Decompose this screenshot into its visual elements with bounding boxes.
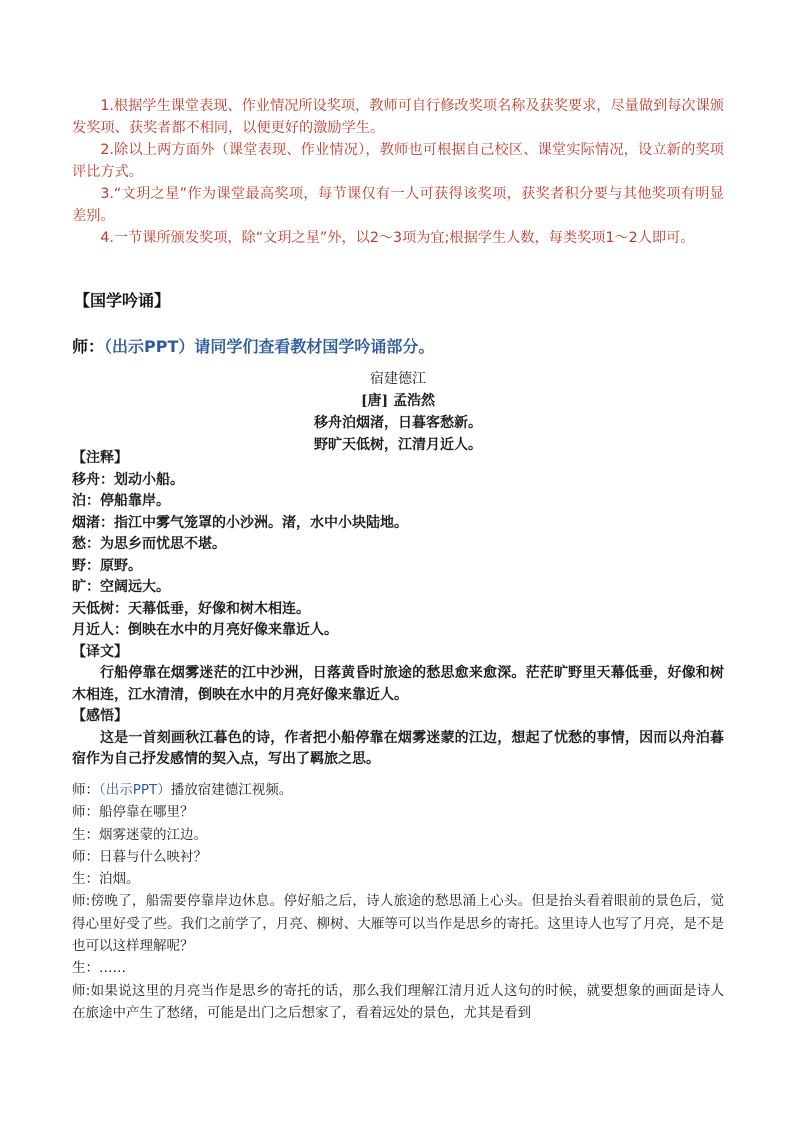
section-heading: 【国学吟诵】 [74, 291, 171, 310]
dialog-line [72, 846, 724, 868]
poem-author: 孟浩然 [393, 393, 436, 409]
award-notes [72, 95, 724, 249]
annotation-item: 移舟：划动小船。 [72, 471, 184, 488]
annotation-item: 天低树：天幕低垂，好像和树木相连。 [72, 600, 310, 617]
annotation-item: 旷：空阔远大。 [72, 579, 170, 595]
classroom-dialog [72, 779, 724, 1024]
annotation-item: 月近人：倒映在水中的月亮好像来靠近人。 [72, 622, 338, 638]
dialog-speaker: 师： [72, 848, 99, 865]
annotation-item: 愁：为思乡而忧思不堪。 [72, 536, 226, 552]
annotation-item: 野：原野。 [72, 557, 142, 574]
dialog-line [72, 824, 724, 846]
poem-title: 宿建德江 [370, 371, 426, 387]
poem-line-2: 野旷天低树，江清月近人。 [314, 437, 482, 453]
dialog-text: 如果说这里的月亮当作是思乡的寄托的话，那么我们理解江清月近人这句的时候，就要想象的画面是诗人在旅途中产生了愁绪，可能是出门之后想家了，看着远处的景色，尤其是看到 [72, 982, 724, 1021]
poem-author-line [72, 390, 724, 412]
dialog-text: 泊烟。 [99, 871, 140, 888]
dialog-highlight: （出示PPT） [99, 782, 171, 798]
dialog-line [72, 801, 724, 823]
dialog-text: 傍晚了，船需要停靠岸边休息。停好船之后，诗人旅途的愁思涌上心头。但是抬头看着眼前的景色后，觉得心里好受了些。我们之前学了，月亮、柳树、大雁等可以当作是思乡的寄托。这里诗人也写了月亮，是不是也可以这样理解呢？ [72, 893, 724, 955]
note-2: 2.除以上两方面外（课堂表现、作业情况），教师也可根据自己校区、课堂实际情况，设立新的奖项评比方式。 [72, 142, 724, 180]
note-1: 1.根据学生课堂表现、作业情况所设奖项，教师可自行修改奖项名称及获奖要求，尽量做到每次课颁发奖项、获奖者都不相同，以便更好的激励学生。 [72, 98, 724, 136]
teacher-intro [72, 334, 434, 357]
teacher-intro-text: （出示PPT）请同学们查看教材国学吟诵部分。 [104, 337, 435, 356]
dialog-speaker: 师： [72, 782, 99, 798]
annotation-item: 烟渚：指江中雾气笼罩的小沙洲。渚，水中小块陆地。 [72, 514, 408, 531]
annotation-item: 泊：停船靠岸。 [72, 493, 170, 509]
poem-line-1: 移舟泊烟渚，日暮客愁新。 [314, 415, 482, 431]
dialog-text: 烟雾迷蒙的江边。 [99, 826, 207, 843]
annotation-heading: 【注释】 [72, 450, 128, 466]
dialog-speaker: 生： [72, 826, 99, 843]
teacher-speaker: 师： [72, 337, 105, 356]
translation-text: 行船停靠在烟雾迷茫的江中沙洲，日落黄昏时旅途的愁思愈来愈深。茫茫旷野里天幕低垂，好像和树木相连，江水清清，倒映在水中的月亮好像来靠近人。 [72, 665, 724, 703]
dialog-speaker: 生： [72, 871, 99, 888]
insight-text: 这是一首刻画秋江暮色的诗，作者把小船停靠在烟雾迷蒙的江边，想起了忧愁的事情，因而以舟泊暮宿作为自己抒发感情的契入点，写出了羁旅之思。 [72, 729, 724, 767]
translation-heading: 【译文】 [72, 643, 128, 660]
dialog-speaker: 师： [72, 804, 99, 821]
dialog-speaker: 生： [72, 960, 99, 977]
insight-heading: 【感悟】 [72, 708, 128, 724]
dialog-line [72, 868, 724, 890]
poem [72, 368, 724, 456]
dialog-line [72, 980, 724, 1025]
dialog-line [72, 890, 724, 957]
dialog-text: …… [99, 960, 126, 977]
poem-explanation [72, 448, 724, 771]
dialog-speaker: 师: [72, 893, 91, 910]
dialog-text: 船停靠在哪里？ [99, 804, 194, 821]
note-3: 3.“文玥之星”作为课堂最高奖项，每节课仅有一人可获得该奖项，获奖者积分要与其他奖项有明显差别。 [72, 186, 724, 224]
dialog-text: 播放宿建德江视频。 [170, 782, 293, 798]
dialog-line [72, 957, 724, 979]
dialog-line [72, 779, 724, 801]
dialog-speaker: 师: [72, 982, 91, 999]
dialog-text: 日暮与什么映衬？ [99, 848, 207, 865]
poem-dynasty: [唐] [360, 393, 389, 409]
note-4: 4.一节课所颁发奖项，除“文玥之星”外，以2～3项为宜;根据学生人数，每类奖项1～2人即可。 [100, 230, 695, 246]
